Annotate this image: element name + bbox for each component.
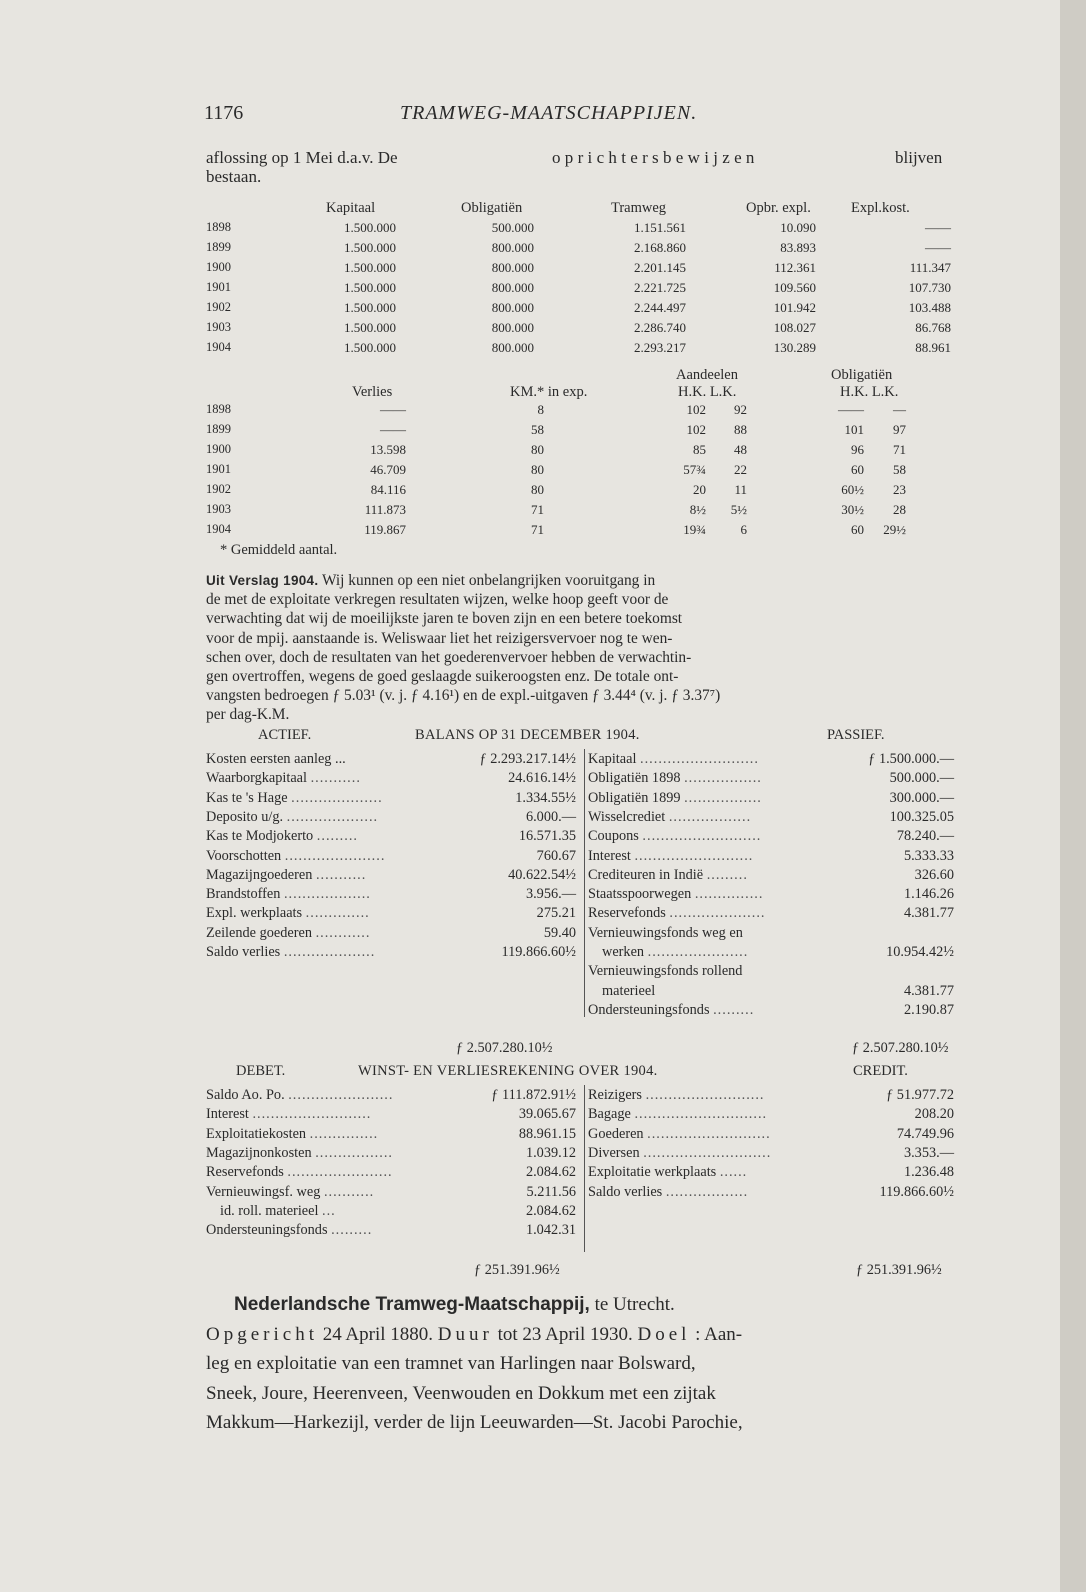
ledger-text: Exploitatiekosten — [206, 1125, 307, 1142]
ledger-label: Obligatiën 1899 ................. — [588, 789, 762, 806]
ledger-text: Crediteuren in Indië — [588, 866, 704, 883]
col-header-tramweg: Tramweg — [611, 200, 667, 216]
ledger-amount: 39.065.67 — [518, 1106, 576, 1123]
ledger-text: Voorschotten — [206, 847, 282, 864]
winst-total-debet: ƒ 251.391.96½ — [474, 1262, 560, 1278]
cell: 1.500.000 — [344, 260, 396, 275]
cell: 23 — [893, 482, 906, 497]
ledger-amount: 1.042.31 — [525, 1222, 576, 1239]
cell: 1.500.000 — [344, 280, 396, 295]
balans-divider — [584, 749, 585, 1017]
ledger-text: Reizigers — [588, 1087, 642, 1103]
winst-total-credit: ƒ 251.391.96½ — [856, 1262, 942, 1278]
ledger-text: Kapitaal — [588, 751, 637, 767]
ledger-amount: 1.146.26 — [903, 886, 954, 903]
cell: 1.500.000 — [344, 220, 396, 235]
ledger-text: Vernieuwingsf. weg — [206, 1183, 321, 1200]
intro-line-2: bestaan. — [206, 167, 262, 186]
ledger-amount: 3.956.— — [525, 886, 576, 903]
table-capital — [206, 200, 966, 360]
cell: 57¾ — [683, 462, 706, 477]
ledger-label: Voorschotten ...................... — [206, 847, 386, 864]
col-header-obligatien: Obligatiën — [461, 200, 523, 216]
ledger-label: Interest .......................... — [588, 847, 754, 864]
cell: 800.000 — [491, 320, 534, 335]
ntm-spaced-text: Duur — [437, 1323, 493, 1345]
cell: 71 — [531, 502, 544, 517]
cell: 111.347 — [909, 260, 951, 275]
cell: 20 — [693, 482, 706, 497]
ledger-text: Ondersteuningsfonds — [206, 1222, 328, 1239]
cell: 11 — [734, 482, 747, 497]
ledger-text: Kas te 's Hage — [206, 789, 288, 806]
year: 1899 — [206, 240, 231, 254]
ledger-text: Brandstoffen — [206, 886, 281, 903]
cell: 112.361 — [774, 260, 816, 275]
table-row — [206, 442, 966, 460]
ledger-amount: 6.000.— — [525, 808, 576, 825]
balans-total-actief: ƒ 2.507.280.10½ — [456, 1040, 553, 1056]
balans-passief — [588, 751, 964, 1031]
verslag-label: Uit Verslag 1904. — [206, 573, 319, 588]
table-row — [206, 220, 966, 238]
ledger-amount: 16.571.35 — [518, 828, 576, 845]
table-row — [206, 240, 966, 258]
verslag-line — [206, 571, 966, 590]
ledger-amount: 2.190.87 — [903, 1001, 954, 1018]
cell: 101 — [844, 422, 864, 437]
winst-credit — [588, 1087, 964, 1207]
ledger-text: Reservefonds — [588, 905, 666, 922]
col-header-km: KM.* in exp. — [510, 384, 588, 400]
table-row — [206, 502, 966, 520]
ledger-label: Reizigers .......................... — [588, 1087, 765, 1103]
table-verlies — [206, 367, 966, 567]
ledger-amount: 2.084.62 — [525, 1202, 576, 1219]
cell: 71 — [531, 522, 544, 537]
cell: 58 — [531, 422, 544, 437]
ntm-paragraph — [206, 1290, 966, 1438]
cell: 48 — [734, 442, 747, 457]
ledger-text: Waarborgkapitaal — [206, 770, 307, 787]
ledger-amount: 275.21 — [536, 905, 576, 922]
ntm-line: Makkum—Harkezijl, verder de lijn Leeuwarden—St. Jacobi Parochie, — [206, 1412, 743, 1433]
cell: 10.090 — [780, 220, 816, 235]
cell: 1.500.000 — [344, 340, 396, 355]
ntm-spaced-text: Doel — [637, 1323, 691, 1345]
year: 1901 — [206, 280, 231, 294]
ledger-amount: 3.353.— — [903, 1144, 954, 1161]
table-row — [206, 260, 966, 278]
ledger-text: Diversen — [588, 1144, 640, 1161]
cell: 2.244.497 — [634, 300, 686, 315]
running-title: TRAMWEG-MAATSCHAPPIJEN. — [400, 102, 698, 124]
ledger-label: Crediteuren in Indië ......... — [588, 866, 748, 883]
ledger-amount: 10.954.42½ — [886, 944, 954, 960]
ledger-text: Magazijnonkosten — [206, 1144, 312, 1161]
year: 1903 — [206, 320, 231, 334]
col-header-kapitaal: Kapitaal — [326, 200, 376, 216]
year: 1900 — [206, 260, 231, 274]
ledger-label: Zeilende goederen ............ — [206, 924, 371, 941]
ledger-text: Deposito u/g. — [206, 808, 284, 825]
ledger-text: Expl. werkplaats — [206, 905, 303, 922]
ntm-line — [206, 1290, 966, 1320]
year: 1903 — [206, 502, 231, 516]
cell: 92 — [734, 402, 747, 417]
table-row — [206, 340, 966, 358]
cell: 500.000 — [491, 220, 534, 235]
ledger-text: Interest — [588, 847, 631, 864]
col-header-obligatien-hk-lk: H.K. L.K. — [840, 384, 899, 400]
year: 1900 — [206, 442, 231, 456]
ledger-amount: 119.866.60½ — [879, 1183, 954, 1200]
verslag-text: Wij kunnen op een niet onbelangrijken vooruitgang in — [322, 572, 656, 589]
ledger-label: Ondersteuningsfonds ......... — [588, 1001, 755, 1018]
ledger-label: Expl. werkplaats .............. — [206, 905, 370, 922]
cell: 119.867 — [364, 522, 406, 537]
ledger-label: Interest .......................... — [206, 1106, 372, 1123]
table-row — [206, 462, 966, 480]
ledger-label: Diversen ............................ — [588, 1144, 772, 1161]
cell: 83.893 — [780, 240, 816, 255]
ledger-text: Bagage — [588, 1106, 631, 1123]
ledger-label: Staatsspoorwegen ............... — [588, 886, 764, 903]
col-header-expl-kost: Expl.kost. — [851, 200, 910, 216]
ledger-label: Goederen ........................... — [588, 1125, 771, 1142]
cell: 28 — [893, 502, 906, 517]
ledger-label: Reservefonds ....................... — [206, 1164, 393, 1181]
ntm-text: 24 April 1880. — [322, 1323, 434, 1345]
cell: 1.500.000 — [344, 320, 396, 335]
cell: 800.000 — [491, 300, 534, 315]
ledger-amount: 4.381.77 — [903, 982, 954, 999]
ledger-label: Obligatiën 1898 ................. — [588, 770, 762, 787]
cell: 800.000 — [491, 340, 534, 355]
ledger-label: Kas te 's Hage .................... — [206, 789, 383, 806]
cell: 96 — [851, 442, 864, 457]
cell: 46.709 — [370, 462, 406, 477]
cell: 103.488 — [908, 300, 951, 315]
ledger-amount: ƒ 51.977.72 — [886, 1087, 954, 1103]
ledger-label: Bagage ............................. — [588, 1106, 768, 1123]
balans-total-passief: ƒ 2.507.280.10½ — [852, 1040, 949, 1056]
table-header-row — [206, 200, 966, 218]
cell: 111.873 — [364, 502, 406, 517]
ledger-amount: 1.039.12 — [525, 1144, 576, 1161]
ledger-label: Kosten eersten aanleg ... — [206, 751, 346, 767]
year: 1904 — [206, 522, 231, 536]
ledger-label: Wisselcrediet .................. — [588, 808, 752, 825]
ledger-label: Vernieuwingsf. weg ........... — [206, 1183, 375, 1200]
cell: —— — [925, 220, 951, 235]
cell: 1.151.561 — [634, 220, 686, 235]
table-row — [206, 320, 966, 338]
ledger-text: Zeilende goederen — [206, 924, 312, 941]
cell: 84.116 — [370, 482, 406, 497]
ledger-text: Staatsspoorwegen — [588, 886, 692, 903]
year: 1901 — [206, 462, 231, 476]
ledger-amount: 59.40 — [543, 924, 576, 941]
ledger-amount: 24.616.14½ — [508, 770, 576, 787]
ledger-amount: 74.749.96 — [896, 1125, 954, 1142]
ledger-label: Ondersteuningsfonds ......... — [206, 1222, 373, 1239]
ledger-text: Coupons — [588, 828, 639, 845]
table-row — [206, 280, 966, 298]
ledger-text: Ondersteuningsfonds — [588, 1001, 710, 1018]
ntm-text: te Utrecht. — [594, 1294, 675, 1315]
cell: 60 — [851, 462, 864, 477]
cell: 2.286.740 — [634, 320, 686, 335]
cell: 19¾ — [683, 522, 706, 537]
ledger-amount: 1.334.55½ — [515, 789, 576, 806]
ledger-label: Saldo verlies .................. — [588, 1183, 749, 1200]
ledger-text: Saldo verlies — [588, 1183, 663, 1200]
year: 1902 — [206, 482, 231, 496]
cell: 101.942 — [773, 300, 816, 315]
year: 1902 — [206, 300, 231, 314]
table-row — [206, 482, 966, 500]
ledger-text: Obligatiën 1899 — [588, 789, 681, 806]
balans-heading-actief: ACTIEF. — [258, 727, 312, 743]
ledger-text: Interest — [206, 1106, 249, 1123]
cell: 13.598 — [370, 442, 406, 457]
cell: 800.000 — [491, 280, 534, 295]
ledger-amount: 119.866.60½ — [501, 944, 576, 960]
ledger-label: Deposito u/g. .................... — [206, 808, 379, 825]
table-group-header-row — [206, 367, 966, 385]
cell: 86.768 — [915, 320, 951, 335]
cell: 2.168.860 — [634, 240, 686, 255]
verslag-line: verwachting dat wij de moeilijkste jaren te boven zijn en een betere toekomst — [206, 610, 683, 628]
cell: 88 — [734, 422, 747, 437]
ntm-line — [206, 1320, 966, 1350]
cell: 71 — [893, 442, 906, 457]
col-header-verlies: Verlies — [352, 384, 393, 400]
balans-heading-title: BALANS OP 31 DECEMBER 1904. — [415, 727, 640, 743]
ledger-amount: 208.20 — [914, 1106, 954, 1123]
cell: 22 — [734, 462, 747, 477]
cell: 8 — [537, 402, 544, 417]
cell: 58 — [893, 462, 906, 477]
winst-heading-credit: CREDIT. — [853, 1063, 908, 1079]
year: 1898 — [206, 220, 231, 234]
cell: —— — [380, 422, 406, 437]
cell: 97 — [893, 422, 906, 437]
cell: —— — [380, 402, 406, 417]
company-name: Nederlandsche Tramweg-Maatschappij, — [234, 1294, 590, 1315]
col-header-aandeelen-hk-lk: H.K. L.K. — [678, 384, 737, 400]
table-row — [206, 402, 966, 420]
cell: 60 — [851, 522, 864, 537]
table-row — [206, 422, 966, 440]
cell: 5½ — [730, 502, 747, 517]
winst-divider — [584, 1085, 585, 1252]
ledger-amount: 40.622.54½ — [508, 866, 576, 883]
verslag-line: per dag-K.M. — [206, 706, 290, 724]
ledger-amount: 100.325.05 — [889, 808, 954, 825]
ledger-amount: ƒ 2.293.217.14½ — [479, 751, 576, 767]
intro-line-1b: oprichtersbewijzen — [552, 148, 759, 167]
ledger-label: Waarborgkapitaal ........... — [206, 770, 361, 787]
ledger-label: Kapitaal .......................... — [588, 751, 759, 767]
group-header-aandeelen: Aandeelen — [676, 367, 738, 383]
ledger-label: Kas te Modjokerto ......... — [206, 828, 358, 845]
ledger-text: Goederen — [588, 1125, 644, 1142]
verslag-line: vangsten bedroegen ƒ 5.03¹ (v. j. ƒ 4.16¹) en de expl.-uitgaven ƒ 3.44⁴ (v. j. ƒ 3.37⁷) — [206, 687, 721, 705]
ledger-text: werken — [602, 944, 645, 960]
ledger-text: Wisselcrediet — [588, 808, 666, 825]
year: 1898 — [206, 402, 231, 416]
ledger-amount: 5.333.33 — [903, 847, 954, 864]
ntm-line: Sneek, Joure, Heerenveen, Veenwouden en Dokkum met een zijtak — [206, 1382, 716, 1404]
cell: 80 — [531, 442, 544, 457]
balans-heading-passief: PASSIEF. — [827, 727, 885, 743]
ledger-amount: 1.236.48 — [903, 1164, 954, 1181]
intro-line-1a: aflossing op 1 Mei d.a.v. De — [206, 148, 398, 167]
year: 1904 — [206, 340, 231, 354]
ledger-label: Vernieuwingsfonds weg en — [588, 924, 743, 941]
ledger-label: id. roll. materieel ... — [220, 1202, 336, 1219]
cell: 2.293.217 — [634, 340, 686, 355]
ledger-label: Magazijnonkosten ................. — [206, 1144, 393, 1161]
ledger-label: Exploitatie werkplaats ...... — [588, 1164, 748, 1181]
cell: 85 — [693, 442, 706, 457]
ledger-label: Vernieuwingsfonds rollend — [588, 963, 743, 980]
ledger-label: Brandstoffen ................... — [206, 886, 371, 903]
balans-actief — [206, 751, 584, 971]
verslag-line: gen overtroffen, wegens de goed geslaagde suikeroogsten enz. De totale ont- — [206, 667, 679, 685]
cell: —— — [838, 402, 864, 417]
winst-debet — [206, 1087, 584, 1247]
cell: 29½ — [883, 522, 906, 537]
cell: 800.000 — [491, 240, 534, 255]
ledger-text: Kas te Modjokerto — [206, 828, 314, 845]
cell: 108.027 — [773, 320, 816, 335]
ledger-label: werken ...................... — [602, 944, 749, 960]
table-header-row — [206, 384, 966, 402]
ledger-amount: 5.211.56 — [526, 1183, 576, 1200]
table-row — [206, 522, 966, 540]
ledger-label: Saldo verlies .................... — [206, 944, 376, 960]
page-edge — [1060, 0, 1086, 1592]
ledger-label: Exploitatiekosten ............... — [206, 1125, 379, 1142]
ledger-text: Saldo Ao. Po. — [206, 1087, 285, 1103]
verslag-line: voor de mpij. aanstaande is. Weliswaar liet het reizigersvervoer nog te wen- — [206, 629, 673, 647]
ledger-amount: 78.240.— — [896, 828, 954, 845]
ledger-text: Reservefonds — [206, 1164, 284, 1181]
ledger-amount: 760.67 — [536, 847, 576, 864]
winst-heading-debet: DEBET. — [236, 1063, 286, 1079]
cell: 2.221.725 — [634, 280, 686, 295]
cell: 130.289 — [773, 340, 816, 355]
intro-line-1c: blijven — [895, 148, 943, 167]
year: 1899 — [206, 422, 231, 436]
ntm-line: leg en exploitatie van een tramnet van Harlingen naar Bolsward, — [206, 1353, 696, 1374]
ntm-spaced-text: Opgericht — [206, 1323, 318, 1345]
ledger-text: Obligatiën 1898 — [588, 770, 681, 787]
ledger-amount: ƒ 1.500.000.— — [868, 751, 954, 767]
ledger-amount: 300.000.— — [889, 789, 954, 806]
cell: 6 — [740, 522, 747, 537]
ledger-amount: ƒ 111.872.91½ — [491, 1087, 576, 1103]
ledger-label: Reservefonds ..................... — [588, 905, 766, 922]
cell: 30½ — [841, 502, 864, 517]
verslag-paragraph — [206, 571, 966, 725]
ledger-amount: 500.000.— — [889, 770, 954, 787]
page-number: 1176 — [204, 102, 244, 124]
ledger-text: Magazijngoederen — [206, 866, 313, 883]
ledger-text: Saldo verlies — [206, 944, 281, 960]
cell: 102 — [686, 422, 706, 437]
ledger-label: Magazijngoederen ........... — [206, 866, 367, 883]
ntm-text: : Aan- — [695, 1323, 743, 1345]
ledger-amount: 326.60 — [914, 866, 954, 883]
cell: 107.730 — [908, 280, 951, 295]
ledger-text: Exploitatie werkplaats — [588, 1164, 717, 1181]
ledger-amount: 2.084.62 — [525, 1164, 576, 1181]
footnote: * Gemiddeld aantal. — [220, 542, 338, 558]
cell: 1.500.000 — [344, 240, 396, 255]
ledger-amount: 4.381.77 — [903, 905, 954, 922]
col-header-opbr-expl: Opbr. expl. — [746, 200, 811, 216]
cell: 60½ — [841, 482, 864, 497]
ntm-text: tot 23 April 1930. — [497, 1323, 633, 1345]
cell: 8½ — [689, 502, 706, 517]
footnote-row — [206, 542, 966, 560]
cell: — — [893, 402, 906, 417]
ledger-text: id. roll. materieel — [220, 1202, 319, 1219]
cell: 800.000 — [491, 260, 534, 275]
ledger-label: materieel — [602, 982, 656, 999]
ledger-label: Coupons .......................... — [588, 828, 762, 845]
cell: 2.201.145 — [634, 260, 686, 275]
ledger-label: Saldo Ao. Po. ....................... — [206, 1087, 394, 1103]
cell: 109.560 — [773, 280, 816, 295]
cell: —— — [925, 240, 951, 255]
group-header-obligatien: Obligatiën — [831, 367, 893, 383]
cell: 80 — [531, 462, 544, 477]
verslag-line: schen over, doch de resultaten van het goederenvervoer hebben de verwachtin- — [206, 648, 692, 666]
winst-heading-title: WINST- EN VERLIESREKENING OVER 1904. — [358, 1063, 658, 1079]
table-row — [206, 300, 966, 318]
cell: 80 — [531, 482, 544, 497]
cell: 102 — [686, 402, 706, 417]
cell: 1.500.000 — [344, 300, 396, 315]
cell: 88.961 — [915, 340, 951, 355]
ledger-amount: 88.961.15 — [518, 1125, 576, 1142]
verslag-line: de met de exploitate verkregen resultaten wijzen, welke hoop geeft voor de — [206, 591, 669, 609]
